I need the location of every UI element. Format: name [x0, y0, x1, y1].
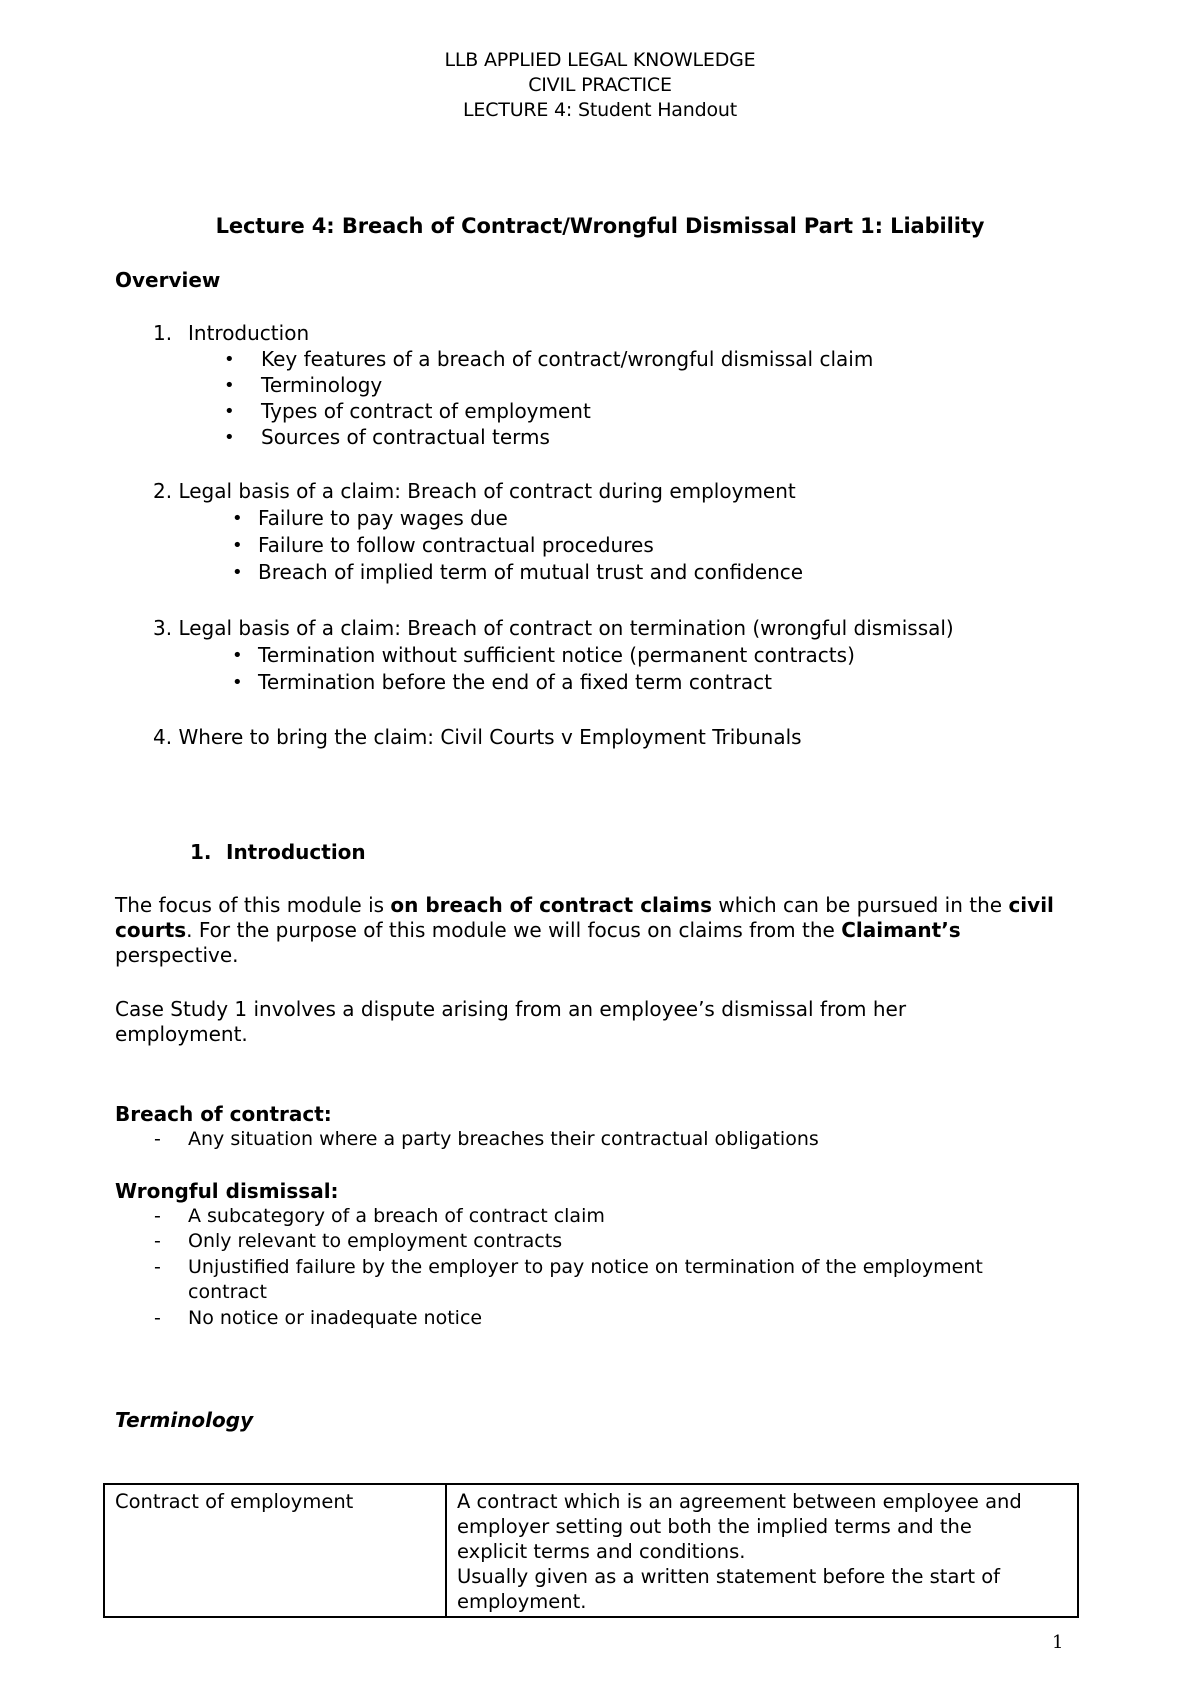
overview-heading: Overview: [115, 268, 221, 292]
overview-item-1-bullet-2: Terminology: [261, 373, 383, 397]
page-number: 1: [1052, 1632, 1064, 1653]
intro-paragraph-1: The focus of this module is on breach of contract claims which can be pursued in the civil courts. For the purpose of this module we will focus on claims from the Claimant’s perspective.: [115, 893, 1054, 967]
overview-item-3-bullet-2: Termination before the end of a fixed term contract: [258, 670, 772, 694]
wrongful-heading: Wrongful dismissal:: [115, 1179, 339, 1203]
bullet-icon: •: [232, 508, 243, 529]
dash-icon: -: [154, 1230, 161, 1252]
bullet-icon: •: [224, 401, 235, 422]
overview-item-2-bullet-1: Failure to pay wages due: [258, 506, 508, 530]
definition-line: Usually given as a written statement before the start of: [457, 1565, 1001, 1588]
definition-line: employer setting out both the implied terms and the: [457, 1515, 972, 1538]
bullet-icon: •: [232, 672, 243, 693]
definition-cell: [446, 1484, 1078, 1617]
overview-item-1-number: 1.: [153, 321, 173, 345]
wrongful-item-3: Unjustified failure by the employer to pay notice on termination of the employment: [188, 1256, 983, 1278]
dash-icon: -: [154, 1256, 161, 1278]
definition-line: employment.: [457, 1590, 587, 1613]
overview-item-2-label: 2. Legal basis of a claim: Breach of contract during employment: [153, 479, 796, 503]
overview-item-3-label: 3. Legal basis of a claim: Breach of contract on termination (wrongful dismissal): [153, 616, 954, 640]
dash-icon: -: [154, 1307, 161, 1329]
wrongful-item-1: A subcategory of a breach of contract claim: [188, 1205, 605, 1227]
breach-heading: Breach of contract:: [115, 1102, 332, 1126]
wrongful-item-4: No notice or inadequate notice: [188, 1307, 483, 1329]
overview-item-4-label: 4. Where to bring the claim: Civil Courts v Employment Tribunals: [153, 725, 802, 749]
bullet-icon: •: [232, 535, 243, 556]
terminology-heading: Terminology: [115, 1408, 254, 1432]
overview-item-2-bullet-3: Breach of implied term of mutual trust and confidence: [258, 560, 804, 584]
overview-item-1-bullet-4: Sources of contractual terms: [261, 425, 550, 449]
overview-item-1-bullet-3: Types of contract of employment: [261, 399, 591, 423]
dash-icon: -: [154, 1128, 161, 1150]
overview-item-3-bullet-1: Termination without sufficient notice (permanent contracts): [258, 643, 855, 667]
terminology-table: [103, 1483, 1079, 1618]
definition-line: A contract which is an agreement between employee and: [457, 1490, 1022, 1513]
dash-icon: -: [154, 1205, 161, 1227]
bullet-icon: •: [232, 562, 243, 583]
bullet-icon: •: [224, 375, 235, 396]
table-row: [104, 1484, 1078, 1617]
bullet-icon: •: [232, 645, 243, 666]
wrongful-item-3-continued: contract: [188, 1281, 267, 1303]
bullet-icon: •: [224, 349, 235, 370]
overview-item-1-bullet-1: Key features of a breach of contract/wrongful dismissal claim: [261, 347, 874, 371]
header-module: CIVIL PRACTICE: [528, 74, 672, 96]
lecture-title: Lecture 4: Breach of Contract/Wrongful Dismissal Part 1: Liability: [215, 214, 985, 238]
section-heading-introduction: Introduction: [226, 840, 366, 864]
overview-item-2-bullet-2: Failure to follow contractual procedures: [258, 533, 654, 557]
wrongful-item-2: Only relevant to employment contracts: [188, 1230, 563, 1252]
header-course: LLB APPLIED LEGAL KNOWLEDGE: [444, 49, 756, 71]
term-cell: Contract of employment: [104, 1484, 446, 1617]
bullet-icon: •: [224, 427, 235, 448]
overview-item-1-label: Introduction: [188, 321, 310, 345]
breach-item-1: Any situation where a party breaches their contractual obligations: [188, 1128, 819, 1150]
header-lecture: LECTURE 4: Student Handout: [463, 99, 737, 121]
section-number: 1.: [190, 840, 212, 864]
intro-paragraph-2: Case Study 1 involves a dispute arising from an employee’s dismissal from her employment.: [115, 997, 907, 1046]
definition-line: explicit terms and conditions.: [457, 1540, 746, 1563]
